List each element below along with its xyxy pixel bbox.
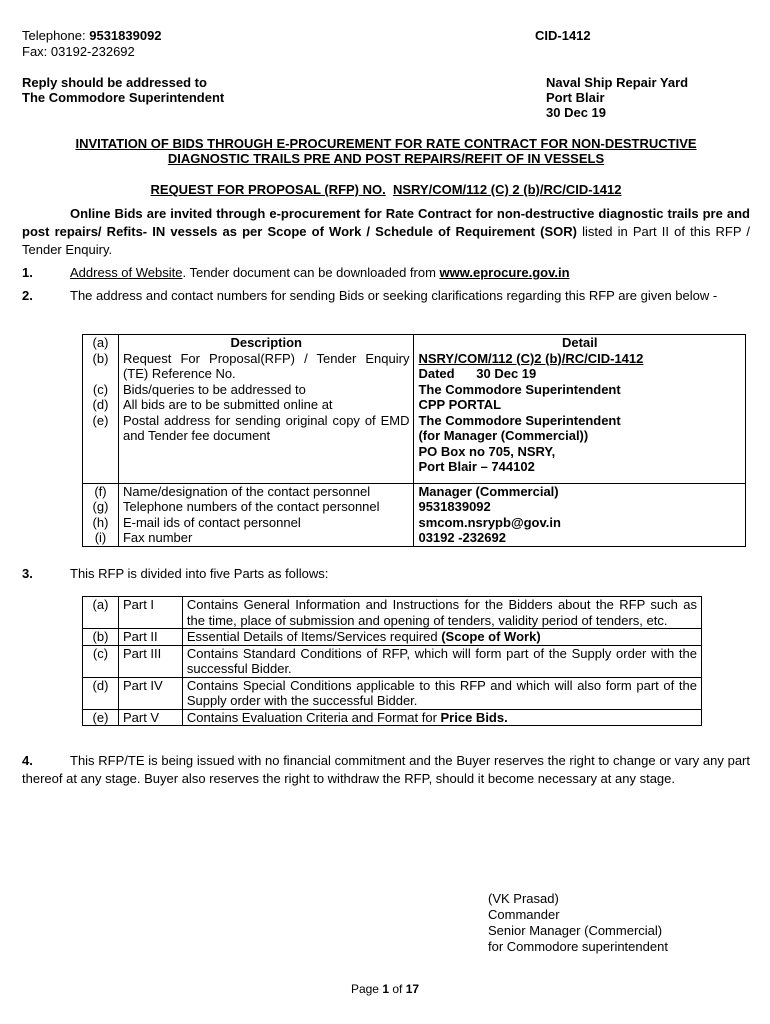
table-cell: Part III — [118, 645, 182, 677]
table-cell: Contains Standard Conditions of RFP, which will form part of the Supply order with the successful Bidder. — [182, 645, 701, 677]
table-cell: Request For Proposal(RFP) / Tender Enquiry (TE) Reference No. — [118, 351, 414, 382]
table-cell: CPP PORTAL — [414, 397, 746, 413]
table-cell: (i) — [83, 530, 119, 546]
page-label: Page — [350, 982, 383, 996]
table-row — [83, 677, 702, 709]
section-2-text: The address and contact numbers for sending Bids or seeking clarifications regarding this RFP are given below - — [70, 288, 718, 303]
rfp-label: REQUEST FOR PROPOSAL (RFP) NO. — [150, 182, 386, 197]
postal-line-2: (for Manager (Commercial)) — [418, 428, 589, 443]
website-label: Address of Website — [70, 265, 183, 280]
table-cell: Postal address for sending original copy of EMD and Tender fee document — [118, 413, 414, 484]
part-desc: Contains Evaluation Criteria and Format for — [186, 709, 441, 725]
table-cell: (e) — [83, 709, 119, 726]
table-cell — [182, 629, 701, 646]
telephone-value: 9531839092 — [89, 28, 162, 43]
table-cell: (h) — [83, 515, 119, 531]
contact-email[interactable]: smcom.nsrypb@gov.in — [414, 515, 746, 531]
table-cell — [414, 351, 746, 382]
reply-line-2: The Commodore Superintendent — [22, 90, 225, 105]
part-desc-bold: Price Bids. — [440, 709, 508, 725]
table-row — [83, 351, 746, 382]
section-3-number: 3. — [22, 566, 33, 581]
parts-table — [82, 596, 702, 726]
table-cell: Part I — [118, 597, 182, 629]
table-row — [83, 483, 746, 499]
signature-rank: Commander — [488, 907, 560, 922]
table-row — [83, 530, 746, 546]
table-cell: (e) — [83, 413, 119, 484]
rfp-number-line — [22, 182, 750, 198]
org-line-1: Naval Ship Repair Yard — [546, 75, 689, 90]
table-row — [83, 397, 746, 413]
table-cell: Name/designation of the contact personnel — [118, 483, 414, 499]
intro-rest: listed in Part II of this RFP / Tender Enquiry. — [22, 224, 751, 257]
table-header-detail: Detail — [414, 335, 746, 351]
table-row — [83, 515, 746, 531]
section-2-number: 2. — [22, 288, 33, 303]
doc-title-line-1: INVITATION OF BIDS THROUGH E-PROCUREMENT FOR RATE CONTRACT FOR NON-DESTRUCTIVE — [75, 136, 697, 151]
table-cell: (d) — [83, 397, 119, 413]
table-row — [83, 629, 702, 646]
table-cell: (b) — [83, 629, 119, 646]
table-cell: (c) — [83, 645, 119, 677]
org-line-2: Port Blair — [546, 90, 605, 105]
table-cell: Part V — [118, 709, 182, 726]
table-cell: (c) — [83, 382, 119, 398]
intro-paragraph — [22, 205, 750, 259]
part-desc: Essential Details of Items/Services required — [186, 629, 442, 644]
table-cell: 03192 -232692 — [414, 530, 746, 546]
table-cell: (b) — [83, 351, 119, 382]
signature-designation: Senior Manager (Commercial) — [488, 923, 663, 938]
table-cell: Contains Special Conditions applicable to this RFP and which will also form part of the Supply order with the successful Bidder. — [182, 677, 701, 709]
cid-number: CID-1412 — [535, 28, 591, 43]
table-cell: E-mail ids of contact personnel — [118, 515, 414, 531]
page-total: 17 — [405, 982, 420, 996]
postal-line-4: Port Blair – 744102 — [418, 459, 535, 474]
table-cell — [182, 709, 701, 726]
signature-for: for Commodore superintendent — [488, 939, 668, 954]
rfp-number: NSRY/COM/112 (C) 2 (b)/RC/CID-1412 — [392, 182, 622, 197]
telephone-line — [22, 28, 162, 44]
section-4-paragraph — [22, 752, 750, 788]
table-cell: 9531839092 — [414, 499, 746, 515]
table-row — [83, 413, 746, 484]
table-cell: Part IV — [118, 677, 182, 709]
intro-bold: Online Bids are invited through e-procurement for Rate Contract for non-destructive diagnostic trails pre and post repairs/ Refits- IN vessels as per Scope of Work / Schedule of Requirement (SOR) — [22, 206, 750, 239]
section-2-paragraph — [22, 288, 750, 304]
table-cell: (d) — [83, 677, 119, 709]
fax-line: Fax: 03192-232692 — [22, 44, 135, 59]
postal-line-1: The Commodore Superintendent — [418, 412, 621, 428]
section-4-number: 4. — [22, 753, 33, 768]
rfp-dated: Dated 30 Dec 19 — [418, 366, 537, 381]
table-cell: (f) — [83, 483, 119, 499]
part-desc-bold: (Scope of Work) — [441, 629, 541, 644]
table-row — [83, 597, 702, 629]
table-row — [83, 645, 702, 677]
page-number: 1 — [382, 982, 389, 996]
table-row — [83, 335, 746, 351]
contact-table — [82, 334, 746, 547]
postal-line-3: PO Box no 705, NSRY, — [418, 443, 556, 459]
table-cell: Manager (Commercial) — [414, 483, 746, 499]
signature-name: (VK Prasad) — [488, 891, 559, 906]
table-cell: (g) — [83, 499, 119, 515]
table-header-description: Description — [118, 335, 414, 351]
table-row — [83, 499, 746, 515]
table-cell — [414, 413, 746, 484]
website-link[interactable]: www.eprocure.gov.in — [439, 265, 570, 280]
doc-title-line-2: DIAGNOSTIC TRAILS PRE AND POST REPAIRS/REFIT OF IN VESSELS — [167, 151, 605, 166]
table-row — [83, 382, 746, 398]
page-of: of — [389, 982, 406, 996]
reply-line-1: Reply should be addressed to — [22, 75, 207, 90]
table-cell: Part II — [118, 629, 182, 646]
table-cell: Bids/queries to be addressed to — [118, 382, 414, 398]
org-date: 30 Dec 19 — [546, 105, 606, 120]
telephone-label: Telephone: — [22, 28, 90, 43]
table-cell: (a) — [83, 597, 119, 629]
table-cell: (a) — [83, 335, 119, 351]
section-4-text: This RFP/TE is being issued with no financial commitment and the Buyer reserves the right to change or vary any part thereof at any stage. Buyer also reserves the right to withdraw the RFP, should it become necessary at any stage. — [22, 753, 750, 786]
section-3-text: This RFP is divided into five Parts as follows: — [70, 566, 329, 581]
page-footer — [0, 982, 770, 998]
table-cell: The Commodore Superintendent — [414, 382, 746, 398]
table-cell: Contains General Information and Instructions for the Bidders about the RFP such as the time, place of submission and opening of tenders, validity period of tenders, etc. — [182, 597, 701, 629]
table-cell: Telephone numbers of the contact personnel — [118, 499, 414, 515]
table-cell: Fax number — [118, 530, 414, 546]
table-row — [83, 709, 702, 726]
section-1-text — [70, 265, 748, 281]
table-cell: All bids are to be submitted online at — [118, 397, 414, 413]
section-1-number: 1. — [22, 265, 33, 280]
rfp-reference: NSRY/COM/112 (C)2 (b)/RC/CID-1412 — [418, 350, 644, 366]
website-text: . Tender document can be downloaded from — [182, 265, 440, 280]
